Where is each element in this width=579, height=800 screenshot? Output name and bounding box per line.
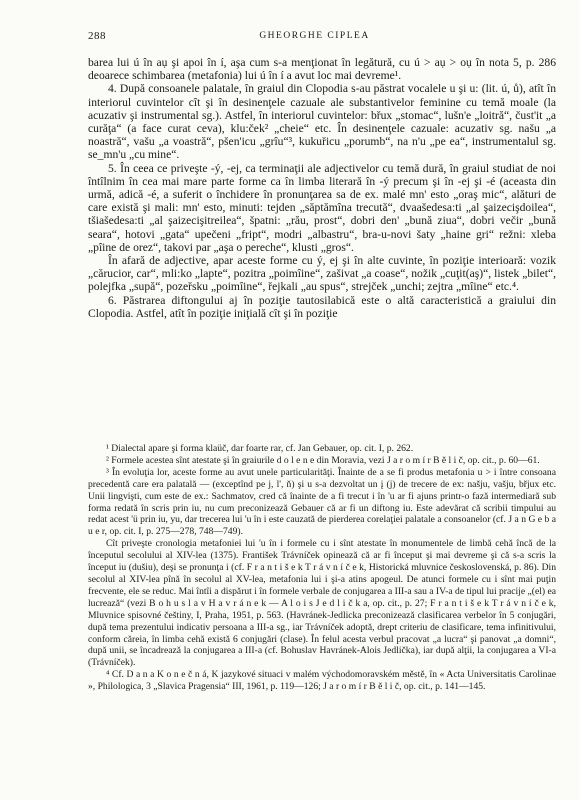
body-paragraph: 4. După consoanele palatale, în graiul din Clopodia s-au păstrat vocalele u şi u: (lit. ú, ů), atît în interiorul cuvintelor cît şi în desinenţele cazuale ale substantivelor feminine cu temă moale (la acuzativ şi instrumental sg.). Astfel, în interiorul cuvintelor: břux „stomac“, lušn'e „loitră“, čust'it „a curăţa“ (a face curat ceva), klu:ček² „cheie“ etc. În desinenţele cazuale: acuzativ sg. našu „a noastră“, vašu „a voastră“, pšen'icu „grîu“³, kukuřicu „porumb“, na n'u „pe ea“, instrumentalul sg. se_mn'u „cu mine“. [88, 82, 556, 162]
body-paragraph: 5. În ceea ce priveşte -ý, -ej, ca terminaţii ale adjectivelor cu temă dură, în graiul studiat de noi întîlnim în cea mai mare parte forme ca în limba literară în -ý precum şi în -ej şi -é (aceasta din urmă, adică -é, a suferit o închidere în pronunţarea sa de ex. malé mn' esto „oraş mic“, alături de care există şi mali: mn' esto, minuti: tejden „săptămîna trecută“, dvaašedesa:ti „al şaizecişdoilea“, tšiašedesa:ti „al şaizecişitreilea“, špatni: „rău, prost“, dobri den' „bună ziua“, dobri večir „bună seara“, hotovi „gata“ upečeni „fript“, modri „albastru“, bra-u-novi šaty „haine gri“ režni: xleba „pîine de orez“, takovi par „aşa o pereche“, klusti „gros“. [88, 161, 556, 254]
page-number: 288 [88, 30, 106, 42]
footnote: ³ În evoluţia lor, aceste forme au avut unele particularităţi. Înainte de a se fi produs metafonia u > i între consoana precedentă care era palatală — (exceptînd pe j, l', ň) şi u s-a dezvoltat un į (j) de trecere de ex: našju, vašju, břjux etc. Unii lingvişti, cum este de ex.: Sachmatov, cred că înainte de a fi trecut i în 'u ar fi ajuns printr-o fază intermediară sub forma redată în scris prin iu, nu cum preconizează Gebauer că ar fi un diftong iu. Este adevărat că scribii timpului au redat acest 'ü prin iu, yu, dar trecerea lui 'u în i este cauzată de pierderea corelaţiei palatale a consoanelor (cf. J a n G e b a u e r, op. cit. I, p. 275—278, 748—749). [88, 466, 556, 538]
footnote: ¹ Dialectal apare şi forma klaüč, dar foarte rar, cf. Jan Gebauer, op. cit. I, p. 262. [106, 443, 414, 454]
body-paragraph: În afară de adjective, apar aceste forme cu ý, ej şi în alte cuvinte, în poziţie interioară: vozik „cărucior, car“, mli:ko „lapte“, pozitra „poimîine“, zašivat „a coase“, nožik „cuţit(aş)“, listek „bilet“, polejfka „supă“, pozeřsku „poimîine“, řejkali „au spus“, strejček „unchi; zejtra „mîine“ etc.⁴. [88, 254, 556, 294]
body-text [88, 56, 556, 320]
body-paragraph: barea lui ú în aụ şi apoi în í, aşa cum s-a menţionat în legătură, cu ú > aụ > oụ în nota 5, p. 286 deoarece schimbarea (metafonia) lui ú în í a avut loc mai devreme¹. [88, 56, 556, 83]
footnote: Cît priveşte cronologia metafoniei lui 'u în i formele cu i sînt atestate în monumentele de limbă cehă încă de la începutul secolului al XIV-lea (1375). František Trávníček opinează că ar fi început şi mai devreme şi că s-a scris la început iu (dušiu), deşi se pronunţa i (cf. F r a n t i š e k T r á v n í č e k, Historická mluvnice československá, p. 86). Din secolul al XIV-lea pînă în secolul al XV-lea, metafonia lui i şi-a atins apogeul. De atunci formele cu i sînt mai puţin frecvente, ele se reduc. Mai întîi a dispărut i în formele verbale de conjugarea a III-a sau a IV-a de tipul lui pracije „(el) ea lucrează“ (vezi B o h u s l a v H a v r á n e k — A l o i s J e d l i č k a, op. cit., p. 27; F r a n t i š e k T r á v n í č e k, Mluvnice spisovné češtiny, I, Praha, 1951, p. 563. (Havránek-Jedlicka preconizează clasificarea verbelor în 5 conjugări, după tema prezentului indicativ persoana a III-a sg., iar Trávníček adoptă, drept criteriu de clasificare, tema infinitivului, conform căreia, în limba cehă există 6 conjugări (clase). În felul acesta verbul pracovat „a lucra“ şi panovat „a domni“, după unii, se încadrează la conjugarea a III-a (cf. Bohuslav Havránek-Alois Jedlička), iar după alţii, la conjugarea a VI-a (Trávníček). [88, 538, 556, 669]
page-header [80, 30, 549, 44]
footnote: ⁴ Cf. D a n a K o n e č n á, K jazykové situaci v malém východomoravském městě, în « Acta Universitatis Carolinae », Philologica, 3 „Slavica Pragensia“ III, 1961, p. 119—126; J a r o m í r B ě l i č, op. cit., p. 141—145. [88, 669, 556, 693]
footnote: ² Formele acestea sînt atestate şi în graiurile d o l e n e din Moravia, vezi J a r o m í r B ě l i č, op. cit., p. 60—61. [106, 454, 540, 466]
body-paragraph: 6. Păstrarea diftongului aj în poziţie tautosilabică este o altă caracteristică a graiului din Clopodia. Astfel, atît în poziţie iniţială cît şi în poziţie [88, 293, 556, 320]
running-head: GHEORGHE CIPLEA [259, 31, 370, 41]
footnotes [88, 443, 556, 693]
